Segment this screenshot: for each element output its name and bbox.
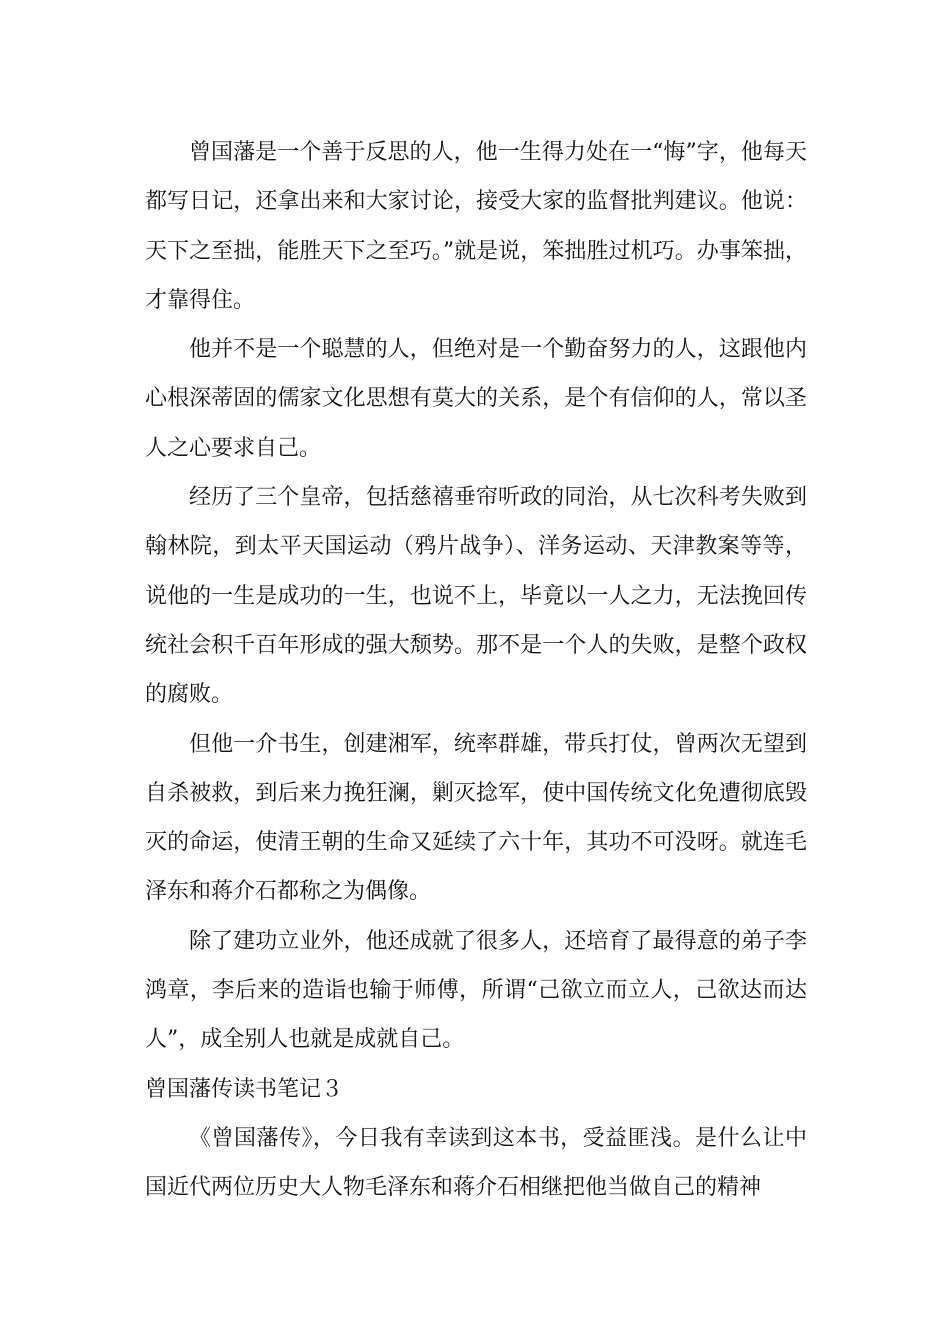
document-body	[145, 128, 807, 1213]
paragraph-mentorship: 除了建功立业外，他还成就了很多人，还培育了最得意的弟子李鸿章，李后来的造诣也输于师傅，所谓“己欲立而立人，己欲达而达人”，成全别人也就是成就自己。	[145, 928, 807, 1053]
paragraph-diligence: 他并不是一个聪慧的人，但绝对是一个勤奋努力的人，这跟他内心根深蒂固的儒家文化思想有莫大的关系，是个有信仰的人，常以圣人之心要求自己。	[145, 337, 807, 461]
section-heading: 曾国藩传读书笔记３	[145, 1076, 344, 1102]
paragraph-section-intro: 《曾国藩传》，今日我有幸读到这本书，受益匪浅。是什么让中国近代两位历史大人物毛泽东和蒋介石相继把他当做自己的精神	[145, 1125, 807, 1201]
paragraph-achievements: 但他一介书生，创建湘军，统率群雄，带兵打仗，曾两次无望到自杀被救，到后来力挽狂澜，剿灭捻军，使中国传统文化免遭彻底毁灭的命运，使清王朝的生命又延续了六十年，其功不可没呀。就连毛泽东和蒋介石都称之为偶像。	[145, 731, 807, 905]
paragraph-reflection: 曾国藩是一个善于反思的人，他一生得力处在一“悔”字，他每天都写日记，还拿出来和大家讨论，接受大家的监督批判建议。他说：天下之至拙，能胜天下之至巧。”就是说，笨拙胜过机巧。办事笨拙，才靠得住。	[145, 140, 807, 313]
paragraph-history: 经历了三个皇帝，包括慈禧垂帘听政的同治，从七次科考失败到翰林院，到太平天国运动（鸦片战争）、洋务运动、天津教案等等，说他的一生是成功的一生，也说不上，毕竟以一人之力，无法挽回传统社会积千百年形成的强大颓势。那不是一个人的失败，是整个政权的腐败。	[145, 485, 807, 708]
